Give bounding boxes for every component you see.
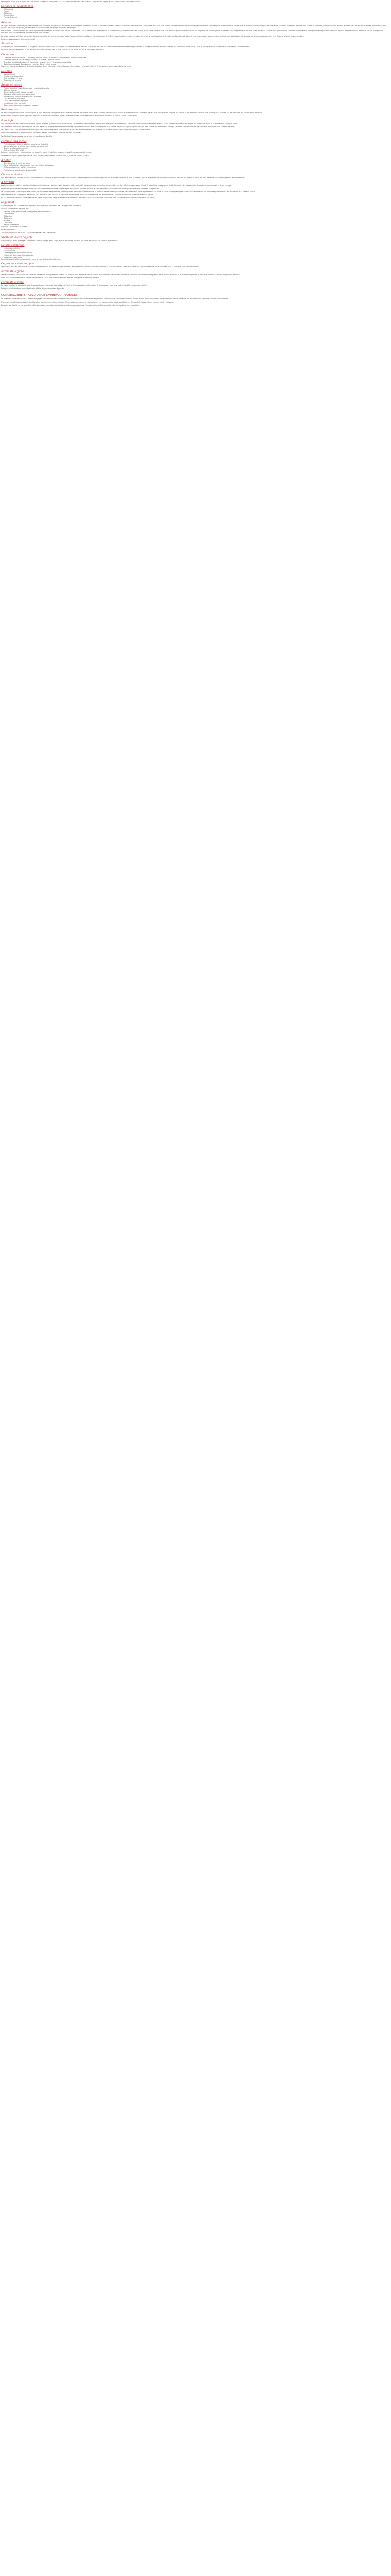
list-item: - Salle de fitness (3, 89, 390, 91)
list-item: - Salle de bains avec douche ou baignoire, sèche-cheveux (3, 211, 390, 213)
list-item: - Emplacement au calme (3, 75, 390, 77)
paragraph: INFORMATIONS : Les informations sur le séjour sont communiquées à titre indicatif et peuvent être modifiées sans préavis par l'établissement. Les photos ne sont pas contractuelles. (1, 129, 151, 131)
list-item: - Chambre double standard (2 adultes) : environ 20 m², lit double ou lits jumeaux, balcon ou terrasse (3, 57, 390, 59)
section-heading: Chambres (1, 53, 14, 57)
section-heading: Services et équipements (1, 5, 34, 8)
list-item: - Café et thé de 10h à 18h (3, 149, 390, 151)
list-item: - Minibar (3, 219, 390, 222)
paragraph: Toutes les chambres disposent de la climatisation, d'une télévision, d'un téléphone, d'un minibar, d'un coffre-fort et d'une salle de bains avec sèche-cheveux. (1, 65, 132, 67)
hotel-description-document (0, 0, 391, 314)
intro-text: Description fourni par le séjour 18 à 24 mois à compter du 1er juillet 2022 en formule hôtel dans les Alpes du Sud (Hautes-Alpes), le prix comprend les services suivants. (1, 1, 141, 3)
paragraph: Présentation : l'établissement est situé à proximité immédiate du centre-ville et des commerces. Les chambres sont équipées de la climatisation, d'une télévision écran plat, d'un coffre-fort et d'une salle de bains privative avec douche ou baignoire. Le petit-déjeuner buffet est servi chaque matin en salle ou en terrasse. Le restaurant propose une cuisine traditionnelle et des spécialités régionales élaborées à partir de produits frais de saison. Le bar lounge vous accueille pour un moment de détente autour d'un cocktail. (1, 29, 383, 34)
paragraph: Formalités pour les ressortissants français : carte nationale d'identité ou passeport en cours de validité. Pour les autres nationalités, veuillez vous renseigner auprès des autorités compétentes. (1, 187, 160, 190)
list-item: - Suite junior (jusqu'à 4 personnes) : environ 40 m², salon séparé (3, 63, 390, 65)
section-heading: Situation (1, 42, 13, 46)
list-item: - Les transferts (3, 249, 390, 251)
list-item: - Téléphone (3, 217, 390, 219)
list-item: - Animation en journée et spectacles en soirée (3, 96, 390, 98)
list-item: - Télévision (3, 215, 390, 217)
bullet-list (1, 143, 390, 151)
section-heading: Sports et loisirs payants (1, 236, 33, 240)
list-item: - Piscine extérieure avec bassin pour enfants et transats (3, 87, 390, 89)
bullet-list (1, 8, 390, 19)
paragraph: Le visa d'entrée est obligatoire pour les ressortissants français. Il est délivré à l'arrivée à l'aéroport sur présentation d'un passeport ou d'une carte d'identité en cours de validité. (1, 284, 148, 287)
list-item: - Carte d'identité ou passeport en cours de validité obligatoire (3, 164, 390, 166)
paragraph: En cas de modification de votre réservation, des frais peuvent s'appliquer selon les conditions de vente. Nous vous invitons à consulter nos conditions générales et particulières de vente. (1, 197, 155, 199)
paragraph: Le séjour comprend l'hébergement en pension complète ou en demi-pension selon l'option choisie, l'accès aux infrastructures de l'hôtel, les animations en journée et en soirée ainsi que l'assistance de notre représentant sur place. Il ne comprend pas les excursions facultatives, les boissons hors repas, les dépenses personnelles et la taxe de séjour à régler sur place. (1, 35, 304, 37)
paragraph: L'assurance multirisque proposée par Carrefour Voyages couvre l'annulation, l'interruption de séjour, le rapatriement, les bagages et la responsabilité civile. Elle peut être souscrite au moment de la réservation. (1, 301, 175, 303)
section-heading: A noter (1, 159, 11, 162)
list-item: - Wifi gratuit dans les parties communes (3, 166, 390, 168)
list-item: - Location de vélos (payant) (3, 102, 390, 104)
list-item: - L'assistance sur place (3, 256, 390, 258)
section-heading: Charte sanitaire (1, 173, 23, 176)
section-heading: CONCIERGERIE ET ASSURANCE CARREFOUR VOYAGES (1, 294, 78, 297)
bullet-list (1, 247, 390, 258)
list-item: - Taxe de séjour à régler sur place (3, 162, 390, 164)
section-heading: Logement (1, 201, 14, 205)
section-heading: Formalité Egypte (1, 281, 24, 284)
list-item: - Wifi gratuit (3, 8, 390, 10)
paragraph: Le restaurant principal vous accueille pour le petit-déjeuner, le déjeuner et le dîner sous forme de buffets variés avec un choix de spécialités locales et internationales. Un snack-bar au bord de la piscine propose des encas et des boissons fraîches tout au long de la journée. Le bar de l'hôtel est ouvert jusqu'à minuit. (1, 112, 263, 114)
paragraph: Les frais de dossier, l'assurance annulation et assistance, les dépenses personnelles, les pourboires, les excursions facultatives, la taxe de séjour à régler sur place ainsi que tout service non mentionné dans la rubrique « Ce prix comprend ». (1, 265, 200, 268)
paragraph: Afin de garantir la sécurité de tous, l'établissement applique un protocole sanitaire renforcé : nettoyage et désinfection réguliers des espaces communs et des chambres, mise à disposition de gel hydroalcoolique, respect des distances dans les lieux de restauration et adaptation des animations. (1, 176, 245, 179)
section-heading: Formule tout inclus (1, 139, 27, 143)
list-item: - Tennis de table, pétanque, volley-ball (3, 93, 390, 95)
list-item: - Télévision (3, 12, 390, 14)
paragraph: Pour information : (1, 229, 16, 231)
list-item: - Balcon ou terrasse (3, 224, 390, 226)
paragraph: Votre séjour est calculé en fonction de la date de départ choisie et du nombre de nuits réservées. (1, 132, 82, 134)
list-item: - Chambre supérieure vue mer (2 adultes + 1 enfant) : environ 25 m² (3, 59, 390, 61)
section-heading: Résumé (1, 21, 12, 24)
section-heading: Sports et loisirs (1, 83, 22, 87)
bullet-list (1, 57, 390, 65)
paragraph: Les informations relatives aux formalités administratives et sanitaires sont données à titre indicatif. Nous vous recommandons de consulter les sites officiels avant votre départ. Il appartient au voyageur de vérifier qu'il est en possession des documents nécessaires à son voyage. (1, 184, 232, 187)
list-item: - Boissons locales à volonté (eau, sodas, jus, bière, vin) (3, 145, 390, 147)
list-item: - Le transport aérien (3, 247, 390, 249)
list-item: - Piscine (3, 10, 390, 12)
paragraph: Le séjour à l'Hôtel d'Aigue-Marine se déroule dans un cadre exceptionnel, entre mer et montagne. Profitez du confort d'un établissement 4 étoiles proposant des chambres spacieuses avec vue, une cuisine raffinée de produits locaux et de nombreuses activités pour toute la famille. L'hôtel met à votre disposition une piscine extérieure chauffée, un espace détente avec sauna et hammam, ainsi qu'un club enfants encadré par une équipe qualifiée. À proximité, vous pourrez découvrir les plages, les sentiers de randonnée et les villages typiques de la région. (1, 24, 387, 29)
paragraph: Réservez vos vacances dès maintenant ! (1, 38, 35, 41)
list-item: - Climatisation (3, 213, 390, 215)
list-item: - Snacks et glaces l'après-midi (3, 147, 390, 149)
list-item: - Parking privé gratuit selon disponibilité (3, 169, 390, 171)
list-item: - Chambre familiale (2 adultes + 2 enfants) : environ 30 m², deux espaces séparés (3, 61, 390, 63)
paragraph: Pour plus de détails sur les garanties et les exclusions, veuillez consulter les conditions générales de l'assurance disponibles sur notre site ou auprès de nos conseillers. (1, 304, 140, 307)
paragraph: Pour plus d'informations, consultez le site officiel du gouvernement égyptien. (1, 287, 65, 290)
bullet-list (1, 162, 390, 171)
section-heading: Ce prix ne comprend pas (1, 262, 34, 265)
paragraph: L'hôtel dispose de 112 chambres réparties dans plusieurs bâtiments de 2 étages avec ascenseur. (1, 205, 82, 207)
section-heading: Ce prix comprend (1, 244, 25, 247)
bullet-list (1, 211, 390, 226)
paragraph: Formule tout compris : petit-déjeuner, déjeuner et dîner sous forme de buffet, boissons locales alcoolisées et non alcoolisées de 10h00 à 23h00, snacks l'après-midi. (1, 115, 137, 117)
paragraph: Nous vous recommandons de vérifier les formalités sur le site du ministère des Affaires étrangères avant votre départ. (1, 277, 99, 279)
section-heading: Restauration (1, 108, 18, 111)
list-item: - Cours de danse et d'aquagym (3, 100, 390, 102)
bullet-list (1, 87, 390, 106)
paragraph: - Chambre familiale de 40 m² : capacité maximale de 4 personnes (1, 232, 56, 234)
list-item: - Coffre-fort (3, 222, 390, 224)
list-item: - Petit-déjeuner, déjeuner et dîner sous forme de buffet (3, 143, 390, 145)
paragraph: Capacité : 2 adultes + 1 enfant (1, 226, 27, 228)
paragraph: Tarif indicatif par personne sur la base d'une chambre double. (1, 135, 53, 138)
paragraph: Une caution vous sera demandée à votre arrivée à l'hôtel (carte bancaire ou espèces). Les horaires d'arrivée et de départ sont fixés par l'établissement : arrivée à partir de 14h00 et départ avant 12h00. Une tenue correcte est exigée au restaurant le soir. Les animaux ne sont pas admis. (1, 123, 238, 125)
section-heading: A SAVOIR (1, 180, 14, 184)
list-item: - Climatisation (3, 14, 390, 16)
paragraph: Horaires des repas : petit-déjeuner de 7h00 à 10h00, déjeuner de 12h30 à 14h30, dîner de 19h00 à 21h30. (1, 155, 90, 157)
bullet-list (1, 73, 390, 81)
paragraph: Conditions particulières d'annulation selon le type de chambre réservée. (1, 258, 61, 260)
paragraph: Distance depuis l'aéroport : 25 km environ (transfert inclus). Gare la plus proche : 4 km. Arrêt de bus à 100 mètres de l'hôtel. (1, 49, 105, 52)
paragraph: Le prix comprend : le transport aller-retour, les transferts aéroport-hôtel, l'hébergement dans la chambre choisie, la formule de restauration indiquée, l'assistance de notre représentant sur place. Le prix ne comprend pas : l'assurance annulation, les dépenses personnelles, les excursions et la taxe de séjour. (1, 190, 255, 193)
list-item: - Terrain de tennis (éclairage payant) (3, 91, 390, 93)
paragraph: Chaque chambre est équipée de : (1, 208, 29, 210)
paragraph: Les ressortissants français doivent être en possession d'un passeport valable au moins 6 mois après la date de retour ou d'une carte nationale d'identité en cours de validité accompagnée de deux photos d'identité. Un visa est obligatoire et peut être obtenu à l'arrivée moyennant des frais. (1, 274, 240, 276)
list-item: - Vue sur la mer (3, 73, 390, 75)
section-heading: Formalité Egypte (1, 270, 24, 274)
list-item: - Club enfants et mini-disco (3, 98, 390, 100)
section-heading: Pour info (1, 119, 13, 123)
paragraph: Les horaires et les compagnies aériennes sont donnés à titre indicatif et peuvent être modifiés. Nous vous conseillons de reconfirmer les horaires de vos vols 48 heures avant le départ. (1, 193, 154, 196)
paragraph: Le nombre de personnes par chambre ne peut dépasser la capacité maximale indiquée. Les enfants doivent être accompagnés d'un adulte. Le prix du séjour dépend de l'âge des enfants au moment du voyage. Des frais supplémentaires peuvent être appliqués pour certains services. (1, 126, 235, 128)
list-item: - Courts de tennis (3, 16, 390, 19)
list-item: - Restaurant à la carte (3, 79, 390, 81)
list-item: - Club enfants 4-12 ans (3, 77, 390, 79)
list-item: - L'hébergement en chambre double (3, 252, 390, 254)
paragraph: Boissons non incluses : eau minérale en bouteille, jus de fruits frais, boissons importées et cocktails à la carte. (1, 151, 92, 154)
list-item: - La formule de restauration indiquée (3, 254, 390, 256)
section-heading: Les plus (1, 69, 12, 73)
paragraph: L'hôtel se situe à 800 mètres de la plage et à 3 km du centre-ville. L'aéroport international est à environ 25 minutes en voiture. Une navette gratuite dessert régulièrement la plage et le centre en haute saison. De nombreux restaurants, bars et boutiques sont accessibles à pied depuis l'établissement. (1, 46, 250, 48)
paragraph: Centre de spa avec massages, hammam, soins du visage et du corps, sports nautiques, location de vélos, excursions et activités à proximité. (1, 240, 118, 242)
paragraph: En réservant votre séjour avec Carrefour Voyages, vous bénéficiez d'un service de conciergerie disponible avant et pendant votre voyage. Nos conseillers sont à votre écoute pour vous aider à organiser votre séjour, réserver vos excursions ou répondre à toutes vos questions. (1, 298, 229, 300)
list-item: - Spa : sauna, hammam, massages (payant) (3, 104, 390, 106)
